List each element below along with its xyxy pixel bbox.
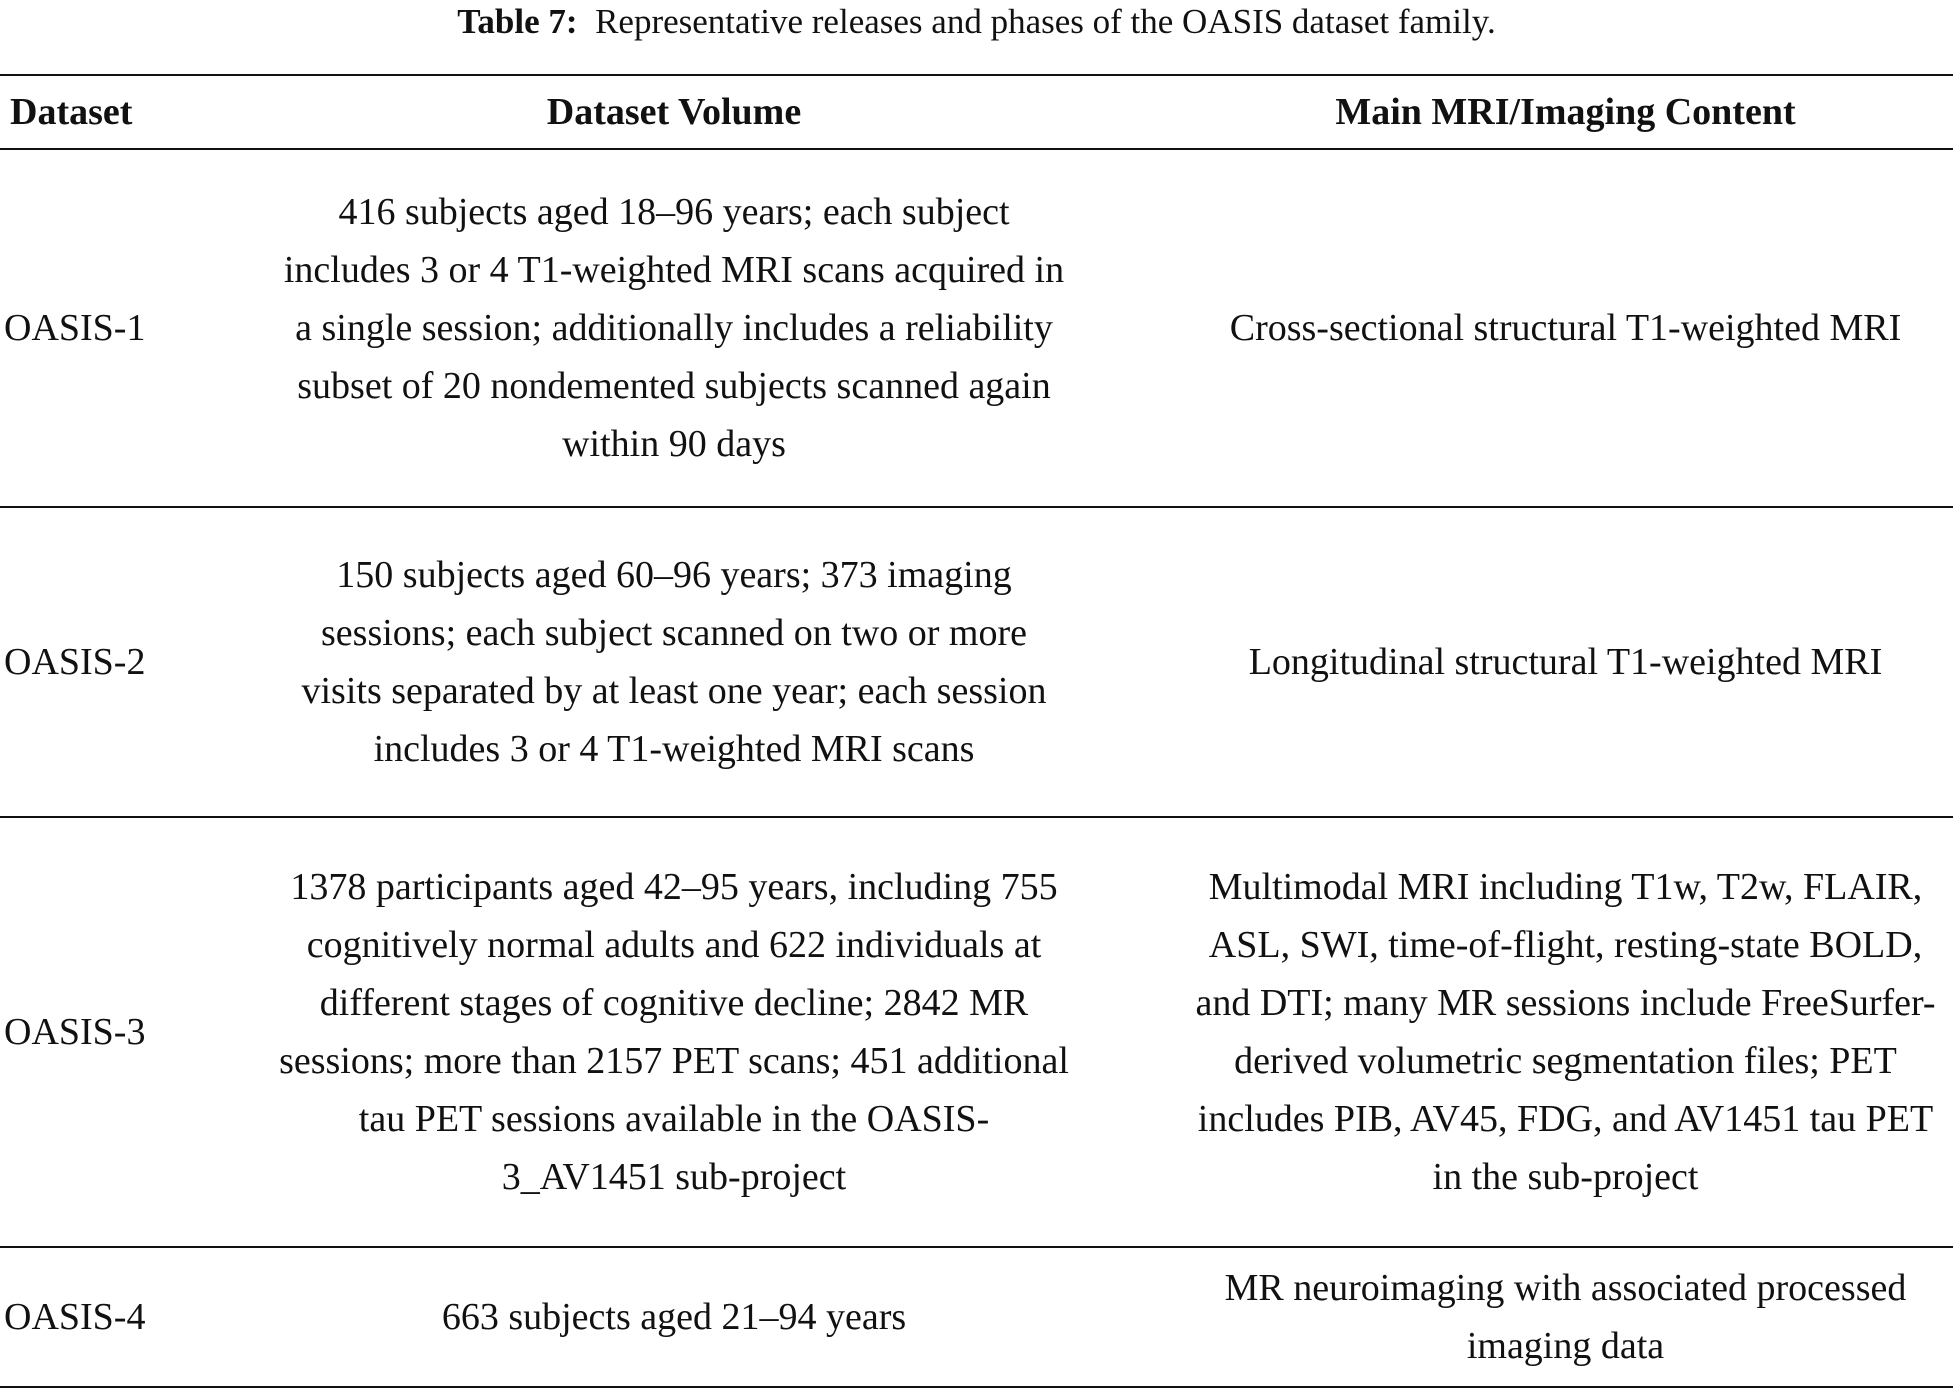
cell-dataset: OASIS-2 (0, 507, 170, 817)
header-dataset-volume: Dataset Volume (170, 75, 1178, 149)
table-row (0, 1247, 1953, 1387)
table-row (0, 507, 1953, 817)
cell-content-text: MR neuroimaging with associated processed imaging data (1224, 1267, 1907, 1367)
cell-dataset: OASIS-1 (0, 149, 170, 507)
cell-content (1178, 817, 1953, 1247)
oasis-dataset-table (0, 74, 1953, 1388)
table-caption-label: Table 7: (457, 2, 578, 41)
table-caption-text: Representative releases and phases of the OASIS dataset family. (595, 2, 1496, 41)
cell-volume (170, 817, 1178, 1247)
cell-volume (170, 149, 1178, 507)
cell-content (1178, 149, 1953, 507)
cell-content-text: Cross-sectional structural T1-weighted MRI (1229, 307, 1902, 349)
cell-volume-text: 150 subjects aged 60–96 years; 373 imaging sessions; each subject scanned on two or more visits separated by at least one year; each session includes 3 or 4 T1-weighted MRI scans (301, 554, 1047, 770)
cell-content (1178, 1247, 1953, 1387)
cell-dataset: OASIS-4 (0, 1247, 170, 1387)
cell-volume (170, 1247, 1178, 1387)
cell-content-text: Longitudinal structural T1-weighted MRI (1248, 641, 1883, 683)
cell-volume-text: 416 subjects aged 18–96 years; each subject includes 3 or 4 T1-weighted MRI scans acquired in a single session; additionally includes a reliability subset of 20 nondemented subjects scanned again within 90 days (283, 191, 1065, 465)
table-row (0, 817, 1953, 1247)
cell-content-text: Multimodal MRI including T1w, T2w, FLAIR, ASL, SWI, time-of-flight, resting-state BOLD, and DTI; many MR sessions include FreeSurfer-derived volumetric segmentation files; PET includes PIB, AV45, FDG, and AV1451 tau PET in the sub-project (1195, 866, 1936, 1198)
table-row (0, 149, 1953, 507)
cell-content (1178, 507, 1953, 817)
header-imaging-content: Main MRI/Imaging Content (1178, 75, 1953, 149)
table-caption (0, 0, 1953, 52)
cell-volume-text: 1378 participants aged 42–95 years, including 755 cognitively normal adults and 622 individuals at different stages of cognitive decline; 2842 MR sessions; more than 2157 PET scans; 451 additional tau PET sessions available in the OASIS-3_AV1451 sub-project (279, 866, 1069, 1198)
cell-volume-text: 663 subjects aged 21–94 years (441, 1296, 907, 1338)
table-header-row (0, 75, 1953, 149)
cell-dataset: OASIS-3 (0, 817, 170, 1247)
cell-volume (170, 507, 1178, 817)
header-dataset: Dataset (0, 75, 170, 149)
